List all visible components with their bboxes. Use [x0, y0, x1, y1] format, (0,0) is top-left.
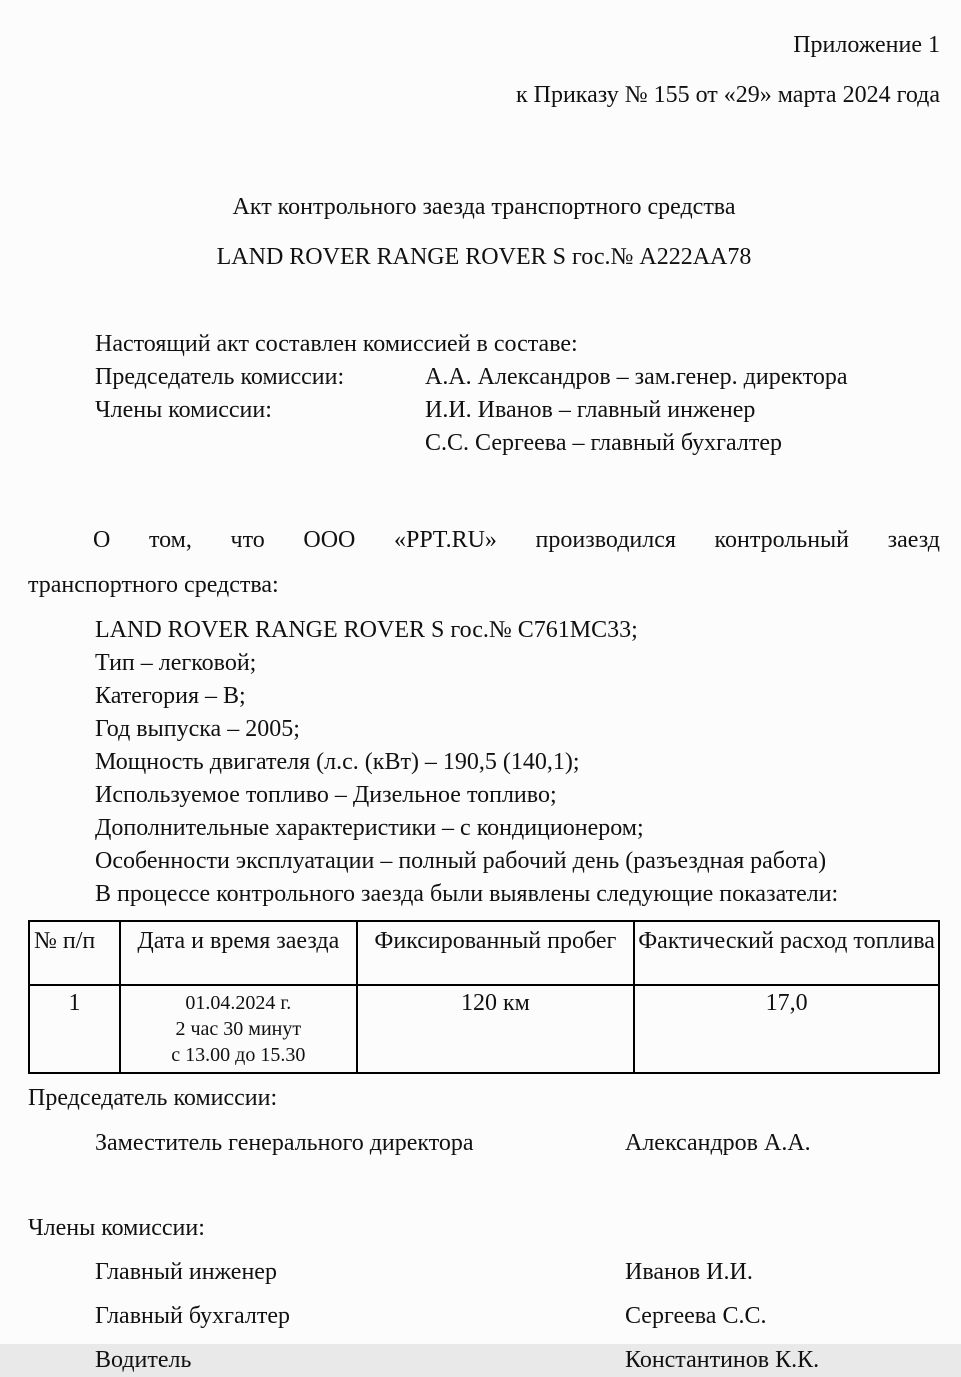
- spec-line-usage: Особенности эксплуатации – полный рабочий день (разъездная работа): [95, 848, 827, 874]
- col-header-number: № п/п: [29, 921, 120, 985]
- commission-block: [95, 328, 940, 460]
- title-line-act: Акт контрольного заезда транспортного средства: [232, 194, 736, 220]
- vehicle-specs-list: [95, 614, 940, 911]
- members-signature-section: [28, 1212, 940, 1377]
- empty-label: [95, 427, 425, 460]
- member-name: Сергеева С.С.: [625, 1303, 767, 1329]
- signature-row: [95, 1344, 940, 1377]
- chairman-name: Александров А.А.: [625, 1130, 811, 1156]
- cell-consumption: 17,0: [634, 985, 939, 1073]
- member-position: Главный инженер: [95, 1259, 277, 1285]
- member-name: Иванов И.И.: [625, 1259, 753, 1285]
- title-line-vehicle: LAND ROVER RANGE ROVER S гос.№ А222АА78: [216, 244, 752, 270]
- cell-mileage: 120 км: [357, 985, 635, 1073]
- spec-line-type: Тип – легковой;: [95, 650, 257, 676]
- col-header-mileage: Фиксированный пробег: [357, 921, 635, 985]
- member-1-value: И.И. Иванов – главный инженер: [425, 397, 756, 423]
- member-2-value: С.С. Сергеева – главный бухгалтер: [425, 430, 782, 456]
- chairman-position: Заместитель генерального директора: [95, 1130, 474, 1156]
- datetime-duration: 2 час 30 минут: [175, 1018, 302, 1040]
- signature-row: [95, 1127, 940, 1160]
- commission-chairman-row: [95, 361, 940, 394]
- document-title: [28, 182, 940, 282]
- intro-paragraph: [28, 518, 940, 608]
- table-header-row: [29, 921, 939, 985]
- spec-line-year: Год выпуска – 2005;: [95, 716, 300, 742]
- chairman-value: А.А. Александров – зам.генер. директора: [425, 364, 848, 390]
- intro-paragraph-line-2: транспортного средства:: [28, 572, 279, 598]
- datetime-date: 01.04.2024 г.: [185, 992, 292, 1014]
- commission-intro: Настоящий акт составлен комиссией в составе:: [95, 331, 578, 357]
- signature-row: [95, 1300, 940, 1333]
- chairman-signature-section: [28, 1082, 940, 1160]
- member-position: Главный бухгалтер: [95, 1303, 290, 1329]
- spec-line-extra: Дополнительные характеристики – с кондиционером;: [95, 815, 644, 841]
- commission-member-row: [95, 394, 940, 427]
- intro-paragraph-line-1: О том, что ООО «PPT.RU» производился контрольный заезд: [93, 527, 940, 553]
- chairman-label: Председатель комиссии:: [95, 364, 345, 390]
- table-row: [29, 985, 939, 1073]
- appendix-number-line: Приложение 1: [793, 32, 940, 58]
- members-section-heading: Члены комиссии:: [28, 1215, 205, 1241]
- member-name: Константинов К.К.: [625, 1347, 820, 1373]
- trip-results-table: [28, 920, 940, 1074]
- cell-datetime: [120, 985, 357, 1073]
- appendix-header: [28, 20, 940, 120]
- spec-line-category: Категория – В;: [95, 683, 246, 709]
- commission-member-row: [95, 427, 940, 460]
- members-label: Члены комиссии:: [95, 397, 272, 423]
- spec-line-fuel: Используемое топливо – Дизельное топливо;: [95, 782, 557, 808]
- member-position: Водитель: [95, 1347, 192, 1373]
- spec-line-power: Мощность двигателя (л.с. (кВт) – 190,5 (140,1);: [95, 749, 580, 775]
- spec-line-plate: LAND ROVER RANGE ROVER S гос.№ С761МС33;: [95, 617, 638, 643]
- spec-line-results-intro: В процессе контрольного заезда были выявлены следующие показатели:: [95, 881, 839, 907]
- col-header-datetime: Дата и время заезда: [120, 921, 357, 985]
- chairman-section-heading: Председатель комиссии:: [28, 1085, 278, 1111]
- datetime-interval: с 13.00 до 15.30: [171, 1044, 306, 1066]
- order-reference-line: к Приказу № 155 от «29» марта 2024 года: [515, 82, 940, 108]
- cell-row-number: 1: [29, 985, 120, 1073]
- col-header-consumption: Фактический расход топлива: [634, 921, 939, 985]
- signature-row: [95, 1256, 940, 1289]
